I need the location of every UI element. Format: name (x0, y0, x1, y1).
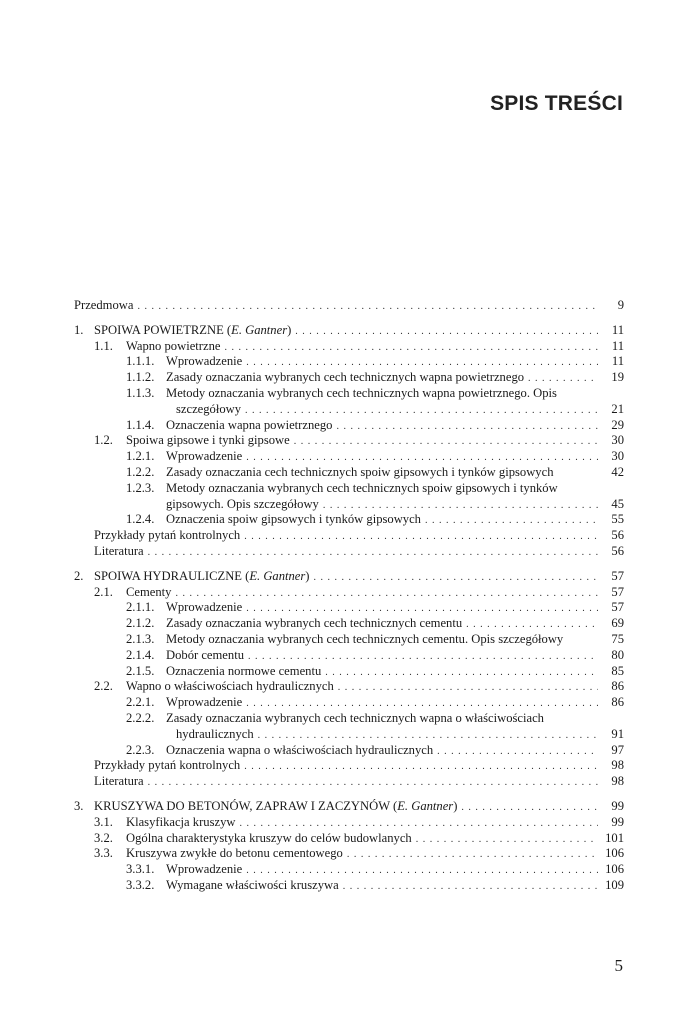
dot-leader (416, 832, 598, 848)
dot-leader (338, 680, 598, 696)
dot-leader (466, 617, 598, 633)
toc-subsection-1-1-3[interactable] (74, 386, 624, 402)
toc-subsection-1-2-3[interactable] (74, 481, 624, 497)
toc-label: Zasady oznaczania wybranych cech technicznych wapna o właściwościach (166, 710, 544, 725)
toc-literature-1[interactable] (94, 544, 624, 560)
toc-page: 99 (611, 798, 624, 813)
toc-number: 1.2. (94, 433, 113, 448)
toc-questions-2[interactable] (94, 758, 624, 774)
toc-section-1-1[interactable] (74, 339, 624, 355)
toc-number: 2.1.4. (126, 647, 155, 662)
toc-subsection-1-1-4[interactable] (74, 418, 624, 434)
toc-label: Oznaczenia wapna powietrznego (166, 417, 333, 432)
toc-page: 106 (605, 862, 624, 877)
toc-number: 1.2.1. (126, 449, 155, 464)
toc-label: Wymagane właściwości kruszywa (166, 877, 339, 892)
toc-label: Przykłady pytań kontrolnych (94, 758, 241, 773)
toc-label: Wprowadzenie (166, 354, 243, 369)
toc-page: 11 (611, 354, 624, 369)
toc-subsection-1-2-1[interactable] (74, 449, 624, 465)
toc-label: gipsowych. Opis szczegółowy (166, 496, 319, 511)
dot-leader (239, 816, 598, 832)
dot-leader (175, 586, 598, 602)
toc-subsection-2-1-1[interactable] (74, 600, 624, 616)
toc-subsection-2-1-2[interactable] (74, 616, 624, 632)
toc-section-2-2[interactable] (74, 679, 624, 695)
dot-leader (314, 570, 599, 586)
toc-page: 86 (611, 679, 624, 694)
toc-entry-przedmowa[interactable] (74, 298, 624, 314)
toc-section-1-2[interactable] (74, 433, 624, 449)
toc-label: Klasyfikacja kruszyw (126, 814, 236, 829)
toc-page: 11 (611, 338, 624, 353)
toc-label: Wapno powietrzne (126, 338, 221, 353)
toc-subsection-3-3-1[interactable] (74, 862, 624, 878)
dot-leader (246, 450, 598, 466)
dot-leader (528, 371, 598, 387)
dot-leader (248, 649, 598, 665)
toc-number: 1.2.2. (126, 464, 155, 479)
toc-label: Wapno o właściwościach hydraulicznych (126, 679, 334, 694)
toc-label: Metody oznaczania wybranych cech technicznych wapna powietrznego. Opis (166, 385, 557, 400)
toc-number: 1.1.3. (126, 385, 155, 400)
dot-leader (244, 759, 598, 775)
toc-subsection-1-1-2[interactable] (74, 370, 624, 386)
toc-number: 1.2.3. (126, 480, 155, 495)
dot-leader (347, 847, 598, 863)
toc-label: Literatura (94, 774, 144, 789)
toc-author: E. Gantner (397, 798, 454, 813)
toc-page: 11 (611, 322, 624, 337)
page-number: 5 (614, 956, 623, 975)
toc-label: Oznaczenia wapna o właściwościach hydraulicznych (166, 742, 434, 757)
dot-leader (325, 665, 598, 681)
toc-label: Wprowadzenie (166, 449, 243, 464)
toc-number: 2.1.3. (126, 631, 155, 646)
toc-label: Spoiwa gipsowe i tynki gipsowe (126, 433, 290, 448)
toc-number: 2. (74, 568, 84, 583)
dot-leader (323, 498, 598, 514)
toc-number: 3.3.1. (126, 862, 155, 877)
toc-page: 42 (611, 464, 624, 479)
dot-leader (246, 601, 598, 617)
toc-number: 2.2.3. (126, 742, 155, 757)
toc-section-3-1[interactable] (74, 815, 624, 831)
toc-number: 1.1. (94, 338, 113, 353)
toc-page: 30 (611, 449, 624, 464)
toc-page: 106 (605, 846, 624, 861)
dot-leader (437, 744, 598, 760)
toc-label: Dobór cementu (166, 647, 244, 662)
toc-number: 2.2.1. (126, 695, 155, 710)
toc-number: 3.2. (94, 830, 113, 845)
toc-page: 45 (611, 496, 624, 511)
toc-subsection-1-1-3-cont[interactable] (74, 402, 624, 418)
dot-leader (245, 403, 598, 419)
toc-label: Wprowadzenie (166, 862, 243, 877)
toc-label: Literatura (94, 543, 144, 558)
dot-leader (137, 299, 598, 315)
toc-page: 57 (611, 600, 624, 615)
toc-subsection-1-1-1[interactable] (74, 354, 624, 370)
toc-author: E. Gantner (231, 322, 288, 337)
toc-number: 1.1.2. (126, 370, 155, 385)
toc-number: 2.1.5. (126, 663, 155, 678)
toc-page: 109 (605, 877, 624, 892)
toc-subsection-1-2-3-cont[interactable] (74, 497, 624, 513)
toc-label: Przedmowa (74, 298, 134, 312)
toc-subsection-2-1-3[interactable] (74, 632, 624, 648)
toc-page: 29 (611, 417, 624, 432)
toc-page: 75 (611, 631, 624, 646)
toc-subsection-1-2-4[interactable] (74, 512, 624, 528)
toc-chapter-3[interactable] (74, 799, 624, 815)
toc-page: 21 (611, 401, 624, 416)
toc-subsection-3-3-2[interactable] (74, 878, 624, 894)
toc-number: 3.1. (94, 814, 113, 829)
toc-number: 1.2.4. (126, 512, 155, 527)
toc-page: 98 (611, 758, 624, 773)
toc-subsection-2-2-2-cont[interactable] (74, 727, 624, 743)
toc-subsection-1-2-2[interactable] (74, 465, 624, 481)
toc-page: 98 (611, 774, 624, 789)
toc-label: KRUSZYWA DO BETONÓW, ZAPRAW I ZACZYNÓW (E. Gantner) (94, 798, 458, 813)
toc-subsection-2-1-5[interactable] (74, 664, 624, 680)
toc-number: 1. (74, 322, 84, 337)
dot-leader (244, 529, 598, 545)
toc-label: Metody oznaczania wybranych cech technicznych spoiw gipsowych i tynków (166, 480, 558, 495)
toc-page: 101 (605, 830, 624, 845)
toc-page: 57 (611, 584, 624, 599)
dot-leader (343, 879, 598, 895)
toc-page: 56 (611, 543, 624, 558)
dot-leader (224, 340, 598, 356)
toc-number: 2.2. (94, 679, 113, 694)
toc-page: 97 (611, 742, 624, 757)
toc-label: Cementy (126, 584, 172, 599)
toc-label: Wprowadzenie (166, 600, 243, 615)
toc-section-2-1[interactable] (74, 585, 624, 601)
toc-number: 3.3.2. (126, 877, 155, 892)
toc-label: Ogólna charakterystyka kruszyw do celów budowlanych (126, 830, 412, 845)
toc-number: 2.1.1. (126, 600, 155, 615)
toc-label: SPOIWA POWIETRZNE (E. Gantner) (94, 322, 292, 337)
toc-label: Kruszywa zwykłe do betonu cementowego (126, 846, 343, 861)
toc-label: Zasady oznaczania wybranych cech technicznych cementu (166, 616, 463, 631)
toc-page: 91 (611, 726, 624, 741)
toc-page: 86 (611, 695, 624, 710)
toc-number: 1.1.4. (126, 417, 155, 432)
table-of-contents (74, 298, 624, 894)
toc-subsection-2-2-3[interactable] (74, 743, 624, 759)
toc-author: E. Gantner (249, 568, 306, 583)
toc-page: 80 (611, 647, 624, 662)
toc-page: 56 (611, 528, 624, 543)
dot-leader (148, 545, 598, 561)
dot-leader (294, 434, 598, 450)
toc-section-3-2[interactable] (74, 831, 624, 847)
toc-label: SPOIWA HYDRAULICZNE (E. Gantner) (94, 568, 310, 583)
toc-number: 2.1.2. (126, 616, 155, 631)
dot-leader (258, 728, 598, 744)
toc-questions-1[interactable] (94, 528, 624, 544)
dot-leader (246, 696, 598, 712)
toc-page: 99 (611, 814, 624, 829)
toc-number: 2.2.2. (126, 710, 155, 725)
toc-page: 30 (611, 433, 624, 448)
toc-label: szczegółowy (176, 401, 242, 416)
dot-leader (148, 775, 598, 791)
toc-number: 1.1.1. (126, 354, 155, 369)
toc-page: 55 (611, 512, 624, 527)
toc-page: 57 (611, 568, 624, 583)
toc-label: Zasady oznaczania cech technicznych spoiw gipsowych i tynków gipsowych (166, 464, 554, 479)
toc-page: 85 (611, 663, 624, 678)
dot-leader (461, 800, 598, 816)
toc-label: Oznaczenia normowe cementu (166, 663, 322, 678)
toc-label: hydraulicznych (176, 726, 254, 741)
toc-number: 2.1. (94, 584, 113, 599)
toc-label: Metody oznaczania wybranych cech technicznych cementu. Opis szczegółowy (166, 631, 564, 646)
dot-leader (246, 863, 598, 879)
toc-literature-2[interactable] (94, 774, 624, 790)
dot-leader (246, 355, 598, 371)
toc-label: Oznaczenia spoiw gipsowych i tynków gipsowych (166, 512, 421, 527)
toc-number: 3.3. (94, 846, 113, 861)
toc-page: 19 (611, 370, 624, 385)
toc-chapter-2[interactable] (74, 569, 624, 585)
toc-page: 69 (611, 616, 624, 631)
toc-label: Zasady oznaczania wybranych cech technicznych wapna powietrznego (166, 370, 525, 385)
toc-subsection-2-2-1[interactable] (74, 695, 624, 711)
toc-chapter-1[interactable] (74, 323, 624, 339)
page-title: SPIS TREŚCI (490, 92, 623, 115)
toc-section-3-3[interactable] (74, 846, 624, 862)
dot-leader (295, 324, 598, 340)
dot-leader (336, 419, 598, 435)
toc-label: Przykłady pytań kontrolnych (94, 528, 241, 543)
toc-subsection-2-2-2[interactable] (74, 711, 624, 727)
toc-subsection-2-1-4[interactable] (74, 648, 624, 664)
dot-leader (425, 513, 598, 529)
toc-number: 3. (74, 798, 84, 813)
toc-label: Wprowadzenie (166, 695, 243, 710)
toc-page: 9 (617, 298, 624, 312)
